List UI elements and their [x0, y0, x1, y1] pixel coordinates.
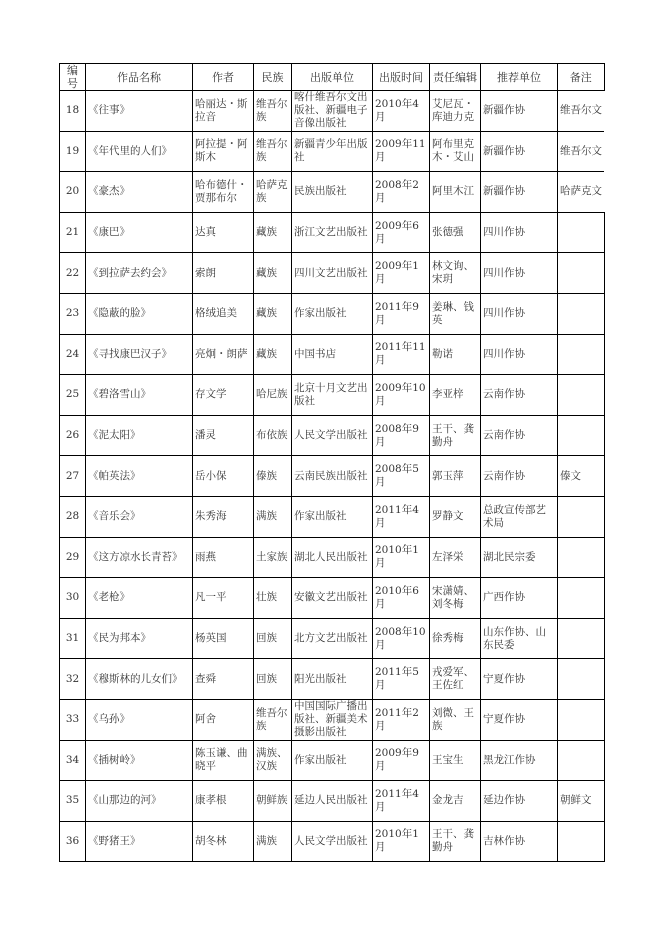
- cell-date: 2009年1月: [373, 253, 430, 294]
- table-row: [60, 172, 605, 213]
- cell-title: 《老枪》: [86, 578, 193, 619]
- cell-note: [558, 375, 605, 416]
- cell-number: 29: [60, 537, 86, 578]
- cell-author: 阿舍: [193, 699, 254, 740]
- cell-number: 18: [60, 91, 86, 132]
- cell-editor: 王干、龚勤舟: [430, 821, 481, 862]
- cell-editor: 王宝生: [430, 740, 481, 781]
- table-row: [60, 618, 605, 659]
- cell-publisher: 四川文艺出版社: [292, 253, 373, 294]
- cell-ethnicity: 藏族: [254, 334, 292, 375]
- cell-note: [558, 253, 605, 294]
- cell-author: 达真: [193, 212, 254, 253]
- cell-title: 《乌孙》: [86, 699, 193, 740]
- cell-date: 2011年11月: [373, 334, 430, 375]
- cell-date: 2011年4月: [373, 781, 430, 822]
- cell-editor: 刘微、王族: [430, 699, 481, 740]
- header-note: 备注: [558, 64, 605, 91]
- cell-ethnicity: 藏族: [254, 253, 292, 294]
- header-number: 编号: [60, 64, 86, 91]
- cell-date: 2009年11月: [373, 131, 430, 172]
- table-row: [60, 91, 605, 132]
- cell-ethnicity: 满族: [254, 821, 292, 862]
- table-row: [60, 578, 605, 619]
- cell-number: 19: [60, 131, 86, 172]
- cell-editor: 艾尼瓦・库迪力克: [430, 91, 481, 132]
- table-row: [60, 537, 605, 578]
- cell-note: [558, 212, 605, 253]
- cell-publisher: 北京十月文艺出版社: [292, 375, 373, 416]
- cell-date: 2011年4月: [373, 496, 430, 537]
- cell-recommender: 总政宣传部艺术局: [481, 496, 558, 537]
- cell-recommender: 新疆作协: [481, 91, 558, 132]
- cell-ethnicity: 满族、汉族: [254, 740, 292, 781]
- cell-number: 27: [60, 456, 86, 497]
- cell-editor: 罗静文: [430, 496, 481, 537]
- cell-publisher: 喀什维吾尔文出版社、新疆电子音像出版社: [292, 91, 373, 132]
- cell-title: 《音乐会》: [86, 496, 193, 537]
- cell-author: 潘灵: [193, 415, 254, 456]
- cell-ethnicity: 哈萨克族: [254, 172, 292, 213]
- table-row: [60, 821, 605, 862]
- cell-editor: 左泽栄: [430, 537, 481, 578]
- cell-note: 维吾尔文: [558, 131, 605, 172]
- cell-date: 2008年9月: [373, 415, 430, 456]
- cell-title: 《隐蔽的脸》: [86, 293, 193, 334]
- cell-date: 2010年6月: [373, 578, 430, 619]
- cell-author: 阿拉提・阿斯木: [193, 131, 254, 172]
- cell-note: 傣文: [558, 456, 605, 497]
- cell-author: 康孝根: [193, 781, 254, 822]
- cell-publisher: 安徽文艺出版社: [292, 578, 373, 619]
- cell-publisher: 云南民族出版社: [292, 456, 373, 497]
- cell-author: 亮炯・朗萨: [193, 334, 254, 375]
- cell-number: 34: [60, 740, 86, 781]
- cell-editor: 宋潇婧、刘冬梅: [430, 578, 481, 619]
- cell-title: 《插树岭》: [86, 740, 193, 781]
- cell-date: 2008年2月: [373, 172, 430, 213]
- cell-title: 《这方凉水长青苔》: [86, 537, 193, 578]
- cell-recommender: 广西作协: [481, 578, 558, 619]
- cell-ethnicity: 傣族: [254, 456, 292, 497]
- cell-editor: 郭玉萍: [430, 456, 481, 497]
- cell-author: 陈玉谦、曲晓平: [193, 740, 254, 781]
- cell-publisher: 湖北人民出版社: [292, 537, 373, 578]
- cell-recommender: 延边作协: [481, 781, 558, 822]
- cell-ethnicity: 壮族: [254, 578, 292, 619]
- cell-title: 《民为邦本》: [86, 618, 193, 659]
- table-row: [60, 212, 605, 253]
- cell-author: 岳小保: [193, 456, 254, 497]
- cell-ethnicity: 朝鲜族: [254, 781, 292, 822]
- cell-recommender: 湖北民宗委: [481, 537, 558, 578]
- header-title: 作品名称: [86, 64, 193, 91]
- cell-publisher: 阳光出版社: [292, 659, 373, 700]
- header-publisher: 出版单位: [292, 64, 373, 91]
- cell-title: 《碧洛雪山》: [86, 375, 193, 416]
- works-table: [59, 63, 605, 862]
- cell-title: 《康巴》: [86, 212, 193, 253]
- table-row: [60, 659, 605, 700]
- cell-title: 《豪杰》: [86, 172, 193, 213]
- cell-note: 哈萨克文: [558, 172, 605, 213]
- cell-publisher: 北方文艺出版社: [292, 618, 373, 659]
- cell-publisher: 民族出版社: [292, 172, 373, 213]
- cell-publisher: 人民文学出版社: [292, 821, 373, 862]
- cell-ethnicity: 维吾尔族: [254, 91, 292, 132]
- cell-date: 2008年5月: [373, 456, 430, 497]
- cell-number: 21: [60, 212, 86, 253]
- cell-title: 《到拉萨去约会》: [86, 253, 193, 294]
- cell-number: 31: [60, 618, 86, 659]
- table-row: [60, 375, 605, 416]
- cell-editor: 李亚梓: [430, 375, 481, 416]
- cell-recommender: 四川作协: [481, 253, 558, 294]
- cell-date: 2010年1月: [373, 537, 430, 578]
- cell-recommender: 四川作协: [481, 212, 558, 253]
- cell-note: [558, 659, 605, 700]
- cell-publisher: 作家出版社: [292, 496, 373, 537]
- cell-title: 《穆斯林的儿女们》: [86, 659, 193, 700]
- cell-date: 2008年10月: [373, 618, 430, 659]
- cell-number: 36: [60, 821, 86, 862]
- cell-ethnicity: 藏族: [254, 293, 292, 334]
- cell-author: 杨英国: [193, 618, 254, 659]
- cell-recommender: 黑龙江作协: [481, 740, 558, 781]
- cell-number: 20: [60, 172, 86, 213]
- cell-number: 26: [60, 415, 86, 456]
- cell-ethnicity: 维吾尔族: [254, 699, 292, 740]
- cell-number: 30: [60, 578, 86, 619]
- cell-editor: 王干、龚勤舟: [430, 415, 481, 456]
- cell-date: 2011年2月: [373, 699, 430, 740]
- cell-author: 凡一平: [193, 578, 254, 619]
- header-ethnicity: 民族: [254, 64, 292, 91]
- cell-note: [558, 537, 605, 578]
- cell-date: 2010年4月: [373, 91, 430, 132]
- cell-publisher: 人民文学出版社: [292, 415, 373, 456]
- cell-note: [558, 740, 605, 781]
- cell-editor: 阿里木江: [430, 172, 481, 213]
- cell-date: 2010年1月: [373, 821, 430, 862]
- cell-publisher: 浙江文艺出版社: [292, 212, 373, 253]
- cell-editor: 徐秀梅: [430, 618, 481, 659]
- cell-publisher: 作家出版社: [292, 293, 373, 334]
- header-date: 出版时间: [373, 64, 430, 91]
- table-row: [60, 253, 605, 294]
- table-row: [60, 781, 605, 822]
- cell-ethnicity: 哈尼族: [254, 375, 292, 416]
- cell-recommender: 云南作协: [481, 415, 558, 456]
- cell-editor: 勒诺: [430, 334, 481, 375]
- cell-recommender: 四川作协: [481, 293, 558, 334]
- cell-number: 35: [60, 781, 86, 822]
- cell-number: 25: [60, 375, 86, 416]
- header-editor: 责任编辑: [430, 64, 481, 91]
- cell-title: 《往事》: [86, 91, 193, 132]
- table-row: [60, 293, 605, 334]
- cell-note: [558, 334, 605, 375]
- cell-date: 2011年5月: [373, 659, 430, 700]
- header-author: 作者: [193, 64, 254, 91]
- cell-author: 存文学: [193, 375, 254, 416]
- cell-recommender: 四川作协: [481, 334, 558, 375]
- cell-publisher: 作家出版社: [292, 740, 373, 781]
- table-row: [60, 131, 605, 172]
- cell-note: [558, 699, 605, 740]
- cell-recommender: 宁夏作协: [481, 659, 558, 700]
- table-row: [60, 456, 605, 497]
- cell-publisher: 新疆青少年出版社: [292, 131, 373, 172]
- cell-note: [558, 578, 605, 619]
- cell-author: 格绒追美: [193, 293, 254, 334]
- cell-number: 24: [60, 334, 86, 375]
- cell-number: 28: [60, 496, 86, 537]
- cell-title: 《泥太阳》: [86, 415, 193, 456]
- cell-title: 《山那边的河》: [86, 781, 193, 822]
- cell-title: 《寻找康巴汉子》: [86, 334, 193, 375]
- cell-ethnicity: 回族: [254, 659, 292, 700]
- cell-author: 查舜: [193, 659, 254, 700]
- cell-ethnicity: 满族: [254, 496, 292, 537]
- cell-note: [558, 293, 605, 334]
- header-recommender: 推荐单位: [481, 64, 558, 91]
- cell-author: 雨燕: [193, 537, 254, 578]
- table-row: [60, 496, 605, 537]
- cell-author: 朱秀海: [193, 496, 254, 537]
- cell-note: [558, 618, 605, 659]
- cell-ethnicity: 藏族: [254, 212, 292, 253]
- cell-note: 朝鲜文: [558, 781, 605, 822]
- table-row: [60, 699, 605, 740]
- cell-recommender: 云南作协: [481, 456, 558, 497]
- cell-note: 维吾尔文: [558, 91, 605, 132]
- spreadsheet-page: [59, 63, 605, 862]
- cell-note: [558, 415, 605, 456]
- cell-ethnicity: 回族: [254, 618, 292, 659]
- cell-recommender: 山东作协、山东民委: [481, 618, 558, 659]
- cell-date: 2009年10月: [373, 375, 430, 416]
- cell-title: 《野猪王》: [86, 821, 193, 862]
- cell-editor: 金龙吉: [430, 781, 481, 822]
- cell-publisher: 中国书店: [292, 334, 373, 375]
- cell-date: 2009年9月: [373, 740, 430, 781]
- cell-ethnicity: 布依族: [254, 415, 292, 456]
- cell-publisher: 延边人民出版社: [292, 781, 373, 822]
- cell-recommender: 新疆作协: [481, 172, 558, 213]
- cell-author: 索朗: [193, 253, 254, 294]
- cell-title: 《年代里的人们》: [86, 131, 193, 172]
- cell-number: 22: [60, 253, 86, 294]
- cell-title: 《帕英法》: [86, 456, 193, 497]
- cell-editor: 张德强: [430, 212, 481, 253]
- cell-number: 33: [60, 699, 86, 740]
- table-row: [60, 740, 605, 781]
- cell-ethnicity: 维吾尔族: [254, 131, 292, 172]
- cell-editor: 戎爱军、王佐红: [430, 659, 481, 700]
- header-row: [60, 64, 605, 91]
- cell-editor: 阿布里克木・艾山: [430, 131, 481, 172]
- table-row: [60, 415, 605, 456]
- cell-note: [558, 496, 605, 537]
- cell-date: 2009年6月: [373, 212, 430, 253]
- cell-number: 32: [60, 659, 86, 700]
- cell-date: 2011年9月: [373, 293, 430, 334]
- cell-editor: 林文询、宋玥: [430, 253, 481, 294]
- cell-publisher: 中国国际广播出版社、新疆美术摄影出版社: [292, 699, 373, 740]
- cell-recommender: 云南作协: [481, 375, 558, 416]
- cell-recommender: 宁夏作协: [481, 699, 558, 740]
- cell-number: 23: [60, 293, 86, 334]
- cell-ethnicity: 土家族: [254, 537, 292, 578]
- table-row: [60, 334, 605, 375]
- cell-note: [558, 821, 605, 862]
- cell-author: 胡冬林: [193, 821, 254, 862]
- cell-recommender: 新疆作协: [481, 131, 558, 172]
- cell-editor: 姜琳、钱英: [430, 293, 481, 334]
- cell-author: 哈丽达・斯拉音: [193, 91, 254, 132]
- cell-recommender: 吉林作协: [481, 821, 558, 862]
- cell-author: 哈布德什・贾那布尔: [193, 172, 254, 213]
